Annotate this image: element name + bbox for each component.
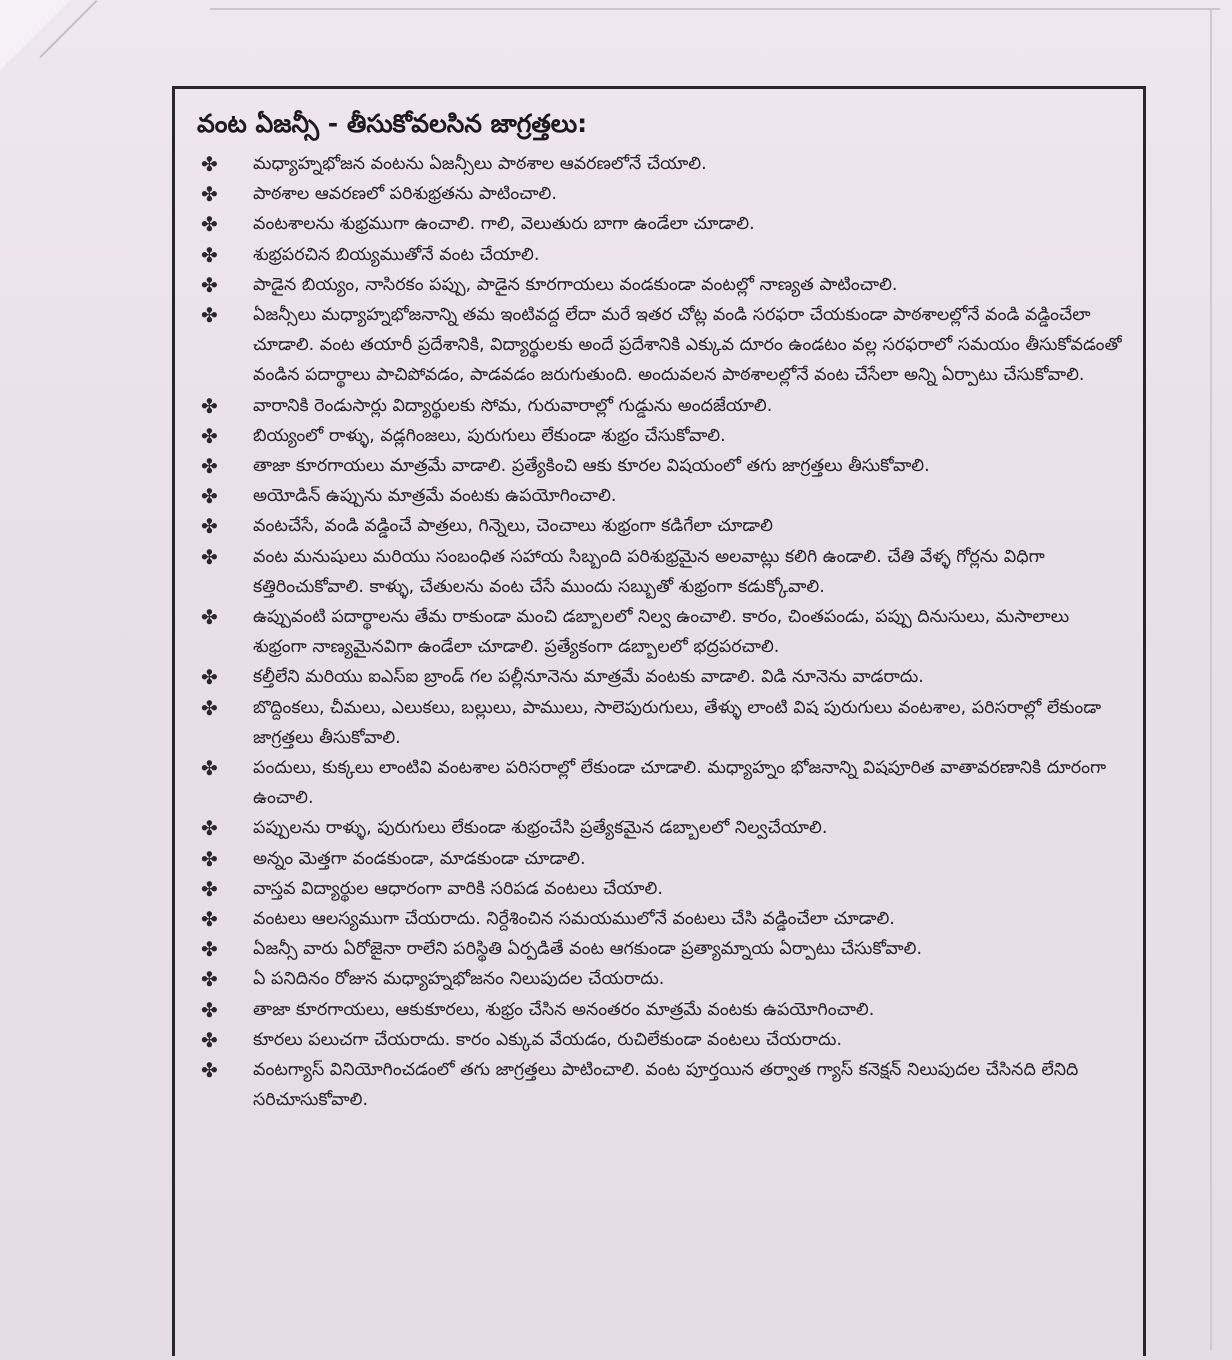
list-item <box>197 149 1123 179</box>
list-item-text: వాస్తవ విద్యార్థుల ఆధారంగా వారికి సరిపడ వంటలు చేయాలి. <box>253 878 663 899</box>
list-item-text: పందులు, కుక్కలు లాంటివి వంటశాల పరిసరాల్లో లేకుండా చూడాలి. మధ్యాహ్నం భోజనాన్ని విషపూరిత వాతావరణానికి దూరంగా ఉంచాలి. <box>253 758 1107 809</box>
list-item-text: వంటచేసే, వండి వడ్డించే పాత్రలు, గిన్నెలు, చెంచాలు శుభ్రంగా కడిగేలా చూడాలి <box>253 516 773 537</box>
flower-bullet-icon: ✤ <box>201 967 218 992</box>
flower-bullet-icon: ✤ <box>201 605 218 630</box>
list-item-text: బియ్యంలో రాళ్ళు, వడ్లగింజలు, పురుగులు లేకుండా శుభ్రం చేసుకోవాలి. <box>253 425 726 446</box>
list-item <box>197 874 1123 904</box>
flower-bullet-icon: ✤ <box>201 665 218 690</box>
flower-bullet-icon: ✤ <box>201 242 218 267</box>
list-item <box>197 209 1123 239</box>
flower-bullet-icon: ✤ <box>201 695 218 720</box>
list-item-text: వంటగ్యాస్ వినియోగించడంలో తగు జాగ్రత్తలు పాటించాలి. వంట పూర్తయిన తర్వాత గ్యాస్ కనెక్షన్ నిలుపుదల చేసినది లేనిది సరిచూసుకోవాలి. <box>253 1060 1079 1111</box>
flower-bullet-icon: ✤ <box>201 876 218 901</box>
list-item <box>197 1025 1123 1055</box>
list-item <box>197 421 1123 451</box>
list-item <box>197 904 1123 934</box>
flower-bullet-icon: ✤ <box>201 907 218 932</box>
list-item-text: బొద్దింకలు, చీమలు, ఎలుకలు, బల్లులు, పాములు, సాలెపురుగులు, తేళ్ళు లాంటి విష పురుగులు వంటశాల, పరిసరాల్లో లేకుండా జాగ్రత్తలు తీసుకోవాలి. <box>253 697 1102 748</box>
list-item <box>197 451 1123 481</box>
flower-bullet-icon: ✤ <box>201 1027 218 1052</box>
flower-bullet-icon: ✤ <box>201 937 218 962</box>
flower-bullet-icon: ✤ <box>201 544 218 569</box>
list-item-text: కల్తీలేని మరియు ఐఎస్ఐ బ్రాండ్ గల పల్లీనూనెను మాత్రమే వంటకు వాడాలి. విడి నూనెను వాడరాదు. <box>253 667 924 688</box>
list-item <box>197 481 1123 511</box>
list-item <box>197 753 1123 813</box>
list-item-text: పాడైన బియ్యం, నాసిరకం పప్పు, పాడైన కూరగాయలు వండకుండా వంటల్లో నాణ్యత పాటించాలి. <box>253 274 898 295</box>
list-item <box>197 995 1123 1025</box>
list-item-text: అన్నం మెత్తగా వండకుండా, మాడకుండా చూడాలి. <box>253 848 586 869</box>
flower-bullet-icon: ✤ <box>201 484 218 509</box>
flower-bullet-icon: ✤ <box>201 997 218 1022</box>
list-item-text: శుభ్రపరచిన బియ్యముతోనే వంట చేయాలి. <box>253 244 540 265</box>
list-item <box>197 934 1123 964</box>
flower-bullet-icon: ✤ <box>201 423 218 448</box>
flower-bullet-icon: ✤ <box>201 514 218 539</box>
flower-bullet-icon: ✤ <box>201 454 218 479</box>
list-item <box>197 844 1123 874</box>
list-item <box>197 240 1123 270</box>
flower-bullet-icon: ✤ <box>201 1058 218 1083</box>
sheet-right-edge <box>1210 10 1212 1350</box>
flower-bullet-icon: ✤ <box>201 272 218 297</box>
list-item <box>197 391 1123 421</box>
list-item <box>197 542 1123 602</box>
flower-bullet-icon: ✤ <box>201 846 218 871</box>
list-item <box>197 813 1123 843</box>
list-item-text: ఏ పనిదినం రోజున మధ్యాహ్నభోజనం నిలుపుదల చేయరాదు. <box>253 969 665 990</box>
list-item-text: ఏజన్సీ వారు ఏరోజైనా రాలేని పరిస్థితి ఏర్పడితే వంట ఆగకుండా ప్రత్యామ్నాయ ఏర్పాటు చేసుకోవాలి. <box>253 939 923 960</box>
list-item-text: అయోడిన్ ఉప్పును మాత్రమే వంటకు ఉపయోగించాలి. <box>253 486 617 507</box>
list-item-text: తాజా కూరగాయలు, ఆకుకూరలు, శుభ్రం చేసిన అనంతరం మాత్రమే వంటకు ఉపయోగించాలి. <box>253 999 875 1020</box>
list-item-text: తాజా కూరగాయలు మాత్రమే వాడాలి. ప్రత్యేకించి ఆకు కూరల విషయంలో తగు జాగ్రత్తలు తీసుకోవాలి. <box>253 456 930 477</box>
list-item-text: వంటశాలను శుభ్రముగా ఉంచాలి. గాలి, వెలుతురు బాగా ఉండేలా చూడాలి. <box>253 214 755 235</box>
flower-bullet-icon: ✤ <box>201 212 218 237</box>
list-item-text: ఉప్పువంటి పదార్థాలను తేమ రాకుండా మంచి డబ్బాలలో నిల్వ ఉంచాలి. కారం, చింతపండు, పప్పు దినుసులు, మసాలాలు శుభ్రంగా నాణ్యమైనవిగా ఉండేలా చూడాలి. ప్రత్యేకంగా డబ్బాలలో భద్రపరచాలి. <box>253 607 1070 658</box>
guidelines-title: వంట ఏజన్సీ - తీసుకోవలసిన జాగ్రత్తలు: <box>197 109 588 138</box>
list-item <box>197 693 1123 753</box>
guidelines-box <box>172 86 1146 1356</box>
list-item <box>197 300 1123 391</box>
list-item <box>197 270 1123 300</box>
list-item-text: మధ్యాహ్నభోజన వంటను ఏజన్సీలు పాఠశాల ఆవరణలోనే చేయాలి. <box>253 154 707 174</box>
list-item-text: వంటలు ఆలస్యముగా చేయరాదు. నిర్దేశించిన సమయములోనే వంటలు చేసి వడ్డించేలా చూడాలి. <box>253 909 895 930</box>
list-item <box>197 179 1123 209</box>
list-item-text: వంట మనుషులు మరియు సంబంధిత సహాయ సిబ్బంది పరిశుభ్రమైన అలవాట్లు కలిగి ఉండాలి. చేతి వేళ్ళ గోర్లను విధిగా కత్తిరించుకోవాలి. కాళ్ళు, చేతులను వంట చేసే ముందు సబ్బుతో శుభ్రంగా కడుక్కోవాలి. <box>253 546 1045 597</box>
flower-bullet-icon: ✤ <box>201 303 218 328</box>
flower-bullet-icon: ✤ <box>201 152 218 176</box>
list-item-text: ఏజన్సీలు మధ్యాహ్నభోజనాన్ని తమ ఇంటివద్ద లేదా మరే ఇతర చోట్ల వండి సరఫరా చేయకుండా పాఠశాలల్లోనే వండి వడ్డించేలా చూడాలి. వంట తయారీ ప్రదేశానికి, విద్యార్థులకు అందే ప్రదేశానికి ఎక్కువ దూరం ఉండటం వల్ల సరఫరాలో సమయం తీసుకోవడంతో వండిన పదార్థాలు పాచిపోవడం, పాడవడం జరుగుతుంది. అందువలన పాఠశాలల్లోనే వంట చేసేలా అన్ని ఏర్పాటు చేసుకోవాలి. <box>253 305 1122 386</box>
list-item <box>197 662 1123 692</box>
flower-bullet-icon: ✤ <box>201 756 218 781</box>
list-item <box>197 511 1123 541</box>
list-item-text: కూరలు పలుచగా చేయరాదు. కారం ఎక్కువ వేయడం, రుచిలేకుండా వంటలు చేయరాదు. <box>253 1029 843 1050</box>
list-item <box>197 602 1123 662</box>
list-item-text: వారానికి రెండుసార్లు విద్యార్థులకు సోమ, గురువారాల్లో గుడ్డును అందజేయాలి. <box>253 395 773 416</box>
sheet-top-edge <box>210 8 1220 10</box>
list-item-text: పాఠశాల ఆవరణలో పరిశుభ్రతను పాటించాలి. <box>253 184 557 205</box>
list-item <box>197 1055 1123 1115</box>
guidelines-list <box>197 149 1123 1116</box>
list-item-text: పప్పులను రాళ్ళు, పురుగులు లేకుండా శుభ్రంచేసి ప్రత్యేకమైన డబ్బాలలో నిల్వచేయాలి. <box>253 818 828 839</box>
flower-bullet-icon: ✤ <box>201 393 218 418</box>
flower-bullet-icon: ✤ <box>201 816 218 841</box>
flower-bullet-icon: ✤ <box>201 182 218 207</box>
list-item <box>197 964 1123 994</box>
